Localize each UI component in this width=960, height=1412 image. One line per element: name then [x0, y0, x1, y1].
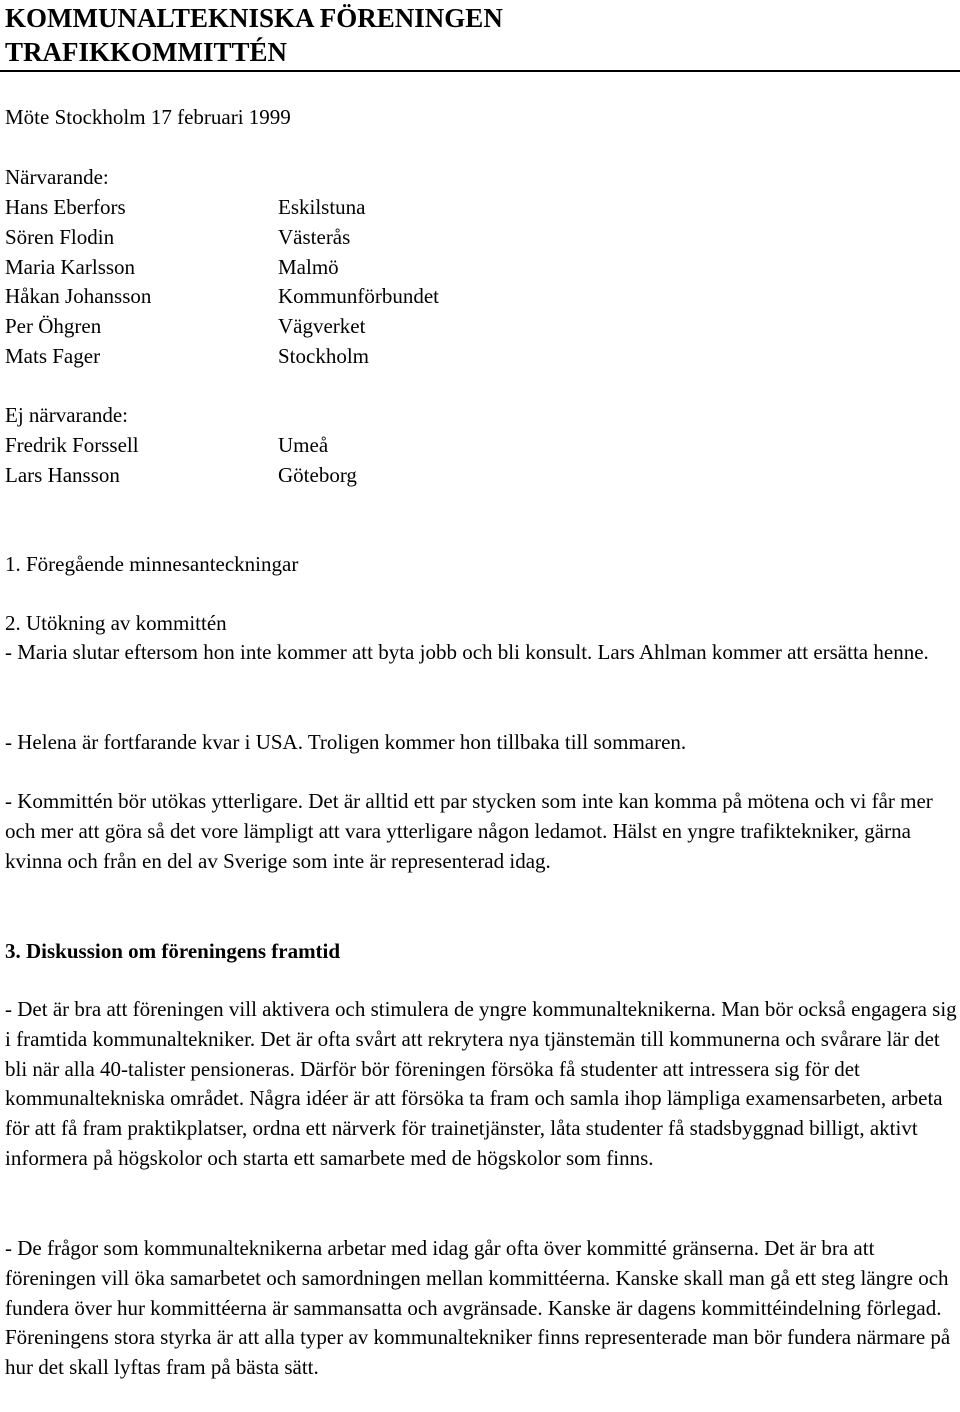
- attendee-org: Malmö: [278, 255, 339, 279]
- attendee-name: Per Öhgren: [5, 314, 102, 338]
- organization-heading: KOMMUNALTEKNISKA FÖRENINGEN: [5, 3, 503, 33]
- attendee-name: Hans Eberfors: [5, 195, 126, 219]
- agenda-item-1-title: 1. Föregående minnesanteckningar: [5, 552, 299, 576]
- absentee-org: Umeå: [278, 433, 329, 457]
- attendee-org: Stockholm: [278, 344, 370, 368]
- present-label: Närvarande:: [5, 165, 109, 189]
- agenda-item-3-title: 3. Diskussion om föreningens framtid: [5, 939, 341, 963]
- absentee-org: Göteborg: [278, 463, 357, 487]
- attendee-org: Vägverket: [278, 314, 366, 338]
- committee-heading: TRAFIKKOMMITTÉN: [5, 37, 288, 67]
- attendee-name: Sören Flodin: [5, 225, 115, 249]
- agenda-item-3-paragraph: - De frågor som kommunalteknikerna arbetar med idag går ofta över kommitté gränserna. Det är bra att föreningen vill öka samarbetet och samordningen mellan kommittéerna. Kanske skall man gå ett steg längre och fundera över hur kommittéerna är sammansatta och avgränsade. Kanske är dagens kommittéindelning förlegad. Föreningens stora styrka är att alla typer av kommunaltekniker finns representerade man bör fundera närmare på hur det skall lyftas fram på bästa sätt.: [5, 1236, 951, 1380]
- absent-label: Ej närvarande:: [5, 403, 129, 427]
- attendee-name: Maria Karlsson: [5, 255, 136, 279]
- agenda-item-3-paragraph: - Det är bra att föreningen vill aktivera och stimulera de yngre kommunalteknikerna. Man bör också engagera sig i framtida kommunaltekniker. Det är ofta svårt att rekrytera nya tjänstemän till kommunerna och svårare lär det bli när alla 40-talister pensioneras. Därför bör föreningen försöka få studenter att intressera sig för det kommunaltekniska området. Några idéer är att försöka ta fram och samla ihop lämpliga examensarbeten, arbeta för att få fram praktikplatser, ordna ett närverk för trainetjänster, låta studenter få stadsbyggnad billigt, aktivt informera på högskolor och starta ett samarbete med de högskolor som finns.: [5, 997, 957, 1170]
- attendee-name: Mats Fager: [5, 344, 101, 368]
- absentee-name: Fredrik Forssell: [5, 433, 139, 457]
- agenda-item-2-paragraph: - Kommittén bör utökas ytterligare. Det är alltid ett par stycken som inte kan komma på mötena och vi får mer och mer att göra så det vore lämpligt att vara ytterligare någon ledamot. Hälst en yngre trafiktekniker, gärna kvinna och från en del av Sverige som inte är representerad idag.: [5, 789, 933, 873]
- header-divider: [0, 70, 960, 72]
- attendee-org: Eskilstuna: [278, 195, 366, 219]
- attendee-name: Håkan Johansson: [5, 284, 152, 308]
- attendee-org: Västerås: [278, 225, 351, 249]
- agenda-item-2-title: 2. Utökning av kommittén: [5, 611, 227, 635]
- absentee-name: Lars Hansson: [5, 463, 120, 487]
- agenda-item-2-paragraph: - Helena är fortfarande kvar i USA. Troligen kommer hon tillbaka till sommaren.: [5, 730, 687, 754]
- agenda-item-2-paragraph: - Maria slutar eftersom hon inte kommer att byta jobb och bli konsult. Lars Ahlman kommer att ersätta henne.: [5, 640, 929, 664]
- meeting-line: Möte Stockholm 17 februari 1999: [5, 105, 291, 129]
- attendee-org: Kommunförbundet: [278, 284, 439, 308]
